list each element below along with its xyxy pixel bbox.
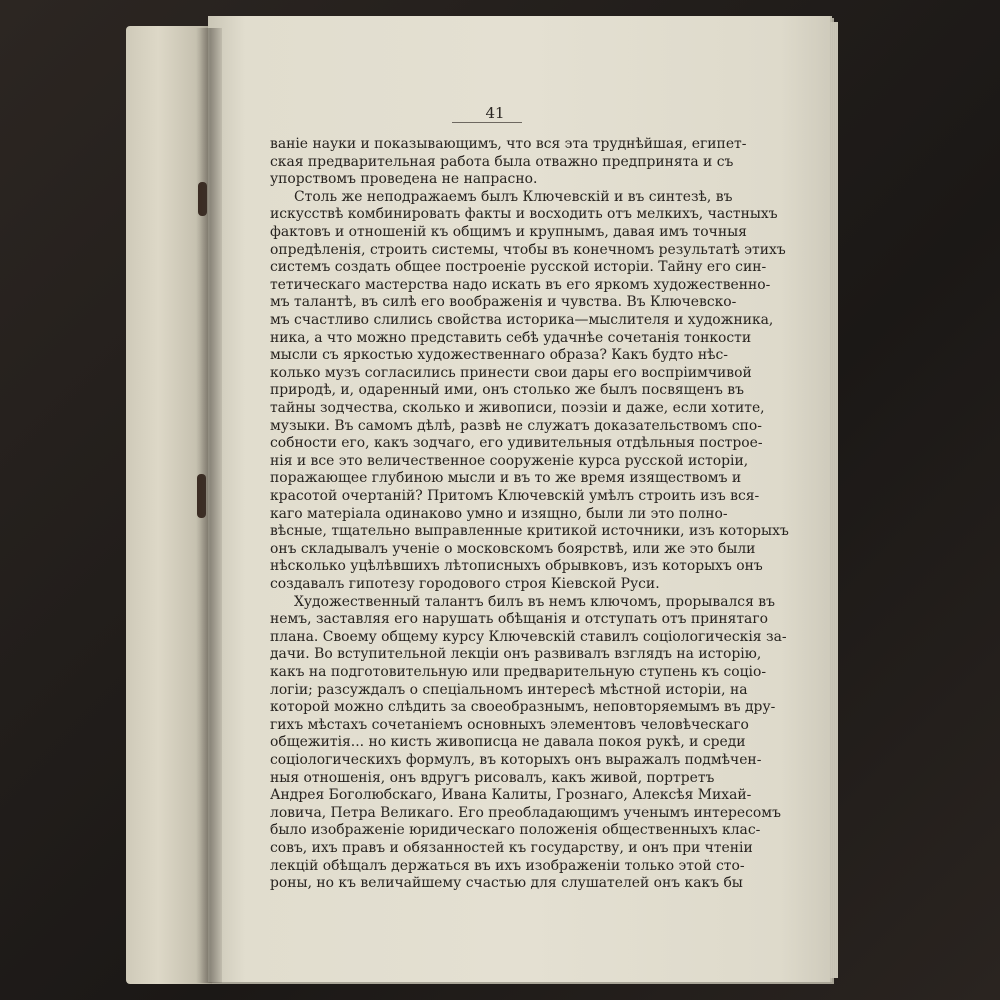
text-line: мысли съ яркостью художественнаго образа? Какъ будто нѣс- xyxy=(270,347,728,364)
page-edge xyxy=(830,22,838,978)
text-line: ская предварительная работа была отважно предпринята и съ xyxy=(270,153,734,170)
text-line: каго матерiала одинаково умно и изящно, были ли это полно- xyxy=(270,505,728,522)
text-line: мъ талантѣ, въ силѣ его воображенiя и чувства. Въ Ключевско- xyxy=(270,294,737,311)
text-line: собности его, какъ зодчаго, его удивительныя отдѣльныя построе- xyxy=(270,435,763,452)
text-line: тетическаго мастерства надо искать въ его яркомъ художественно- xyxy=(270,276,771,293)
text-line: искусствѣ комбинировать факты и восходить отъ мелкихъ, частныхъ xyxy=(270,206,778,223)
text-line: опредѣленiя, строить системы, чтобы въ конечномъ результатѣ этихъ xyxy=(270,241,786,258)
text-line: нiя и все это величественное сооруженiе курса русской исторiи, xyxy=(270,452,749,469)
page-number: 41 xyxy=(485,104,505,122)
text-line: ванiе науки и показывающимъ, что вся эта труднѣйшая, египет- xyxy=(270,136,747,152)
text-line: совъ, ихъ правъ и обязанностей къ государству, и онъ при чтенiи xyxy=(270,840,753,856)
text-line: Столь же неподражаемъ былъ Ключевскiй и въ синтезѣ, въ xyxy=(294,188,733,205)
text-line: Художественный талантъ билъ въ немъ ключомъ, прорывался въ xyxy=(294,593,775,610)
text-line: вѣсные, тщательно выправленные критикой источники, изъ которыхъ xyxy=(270,523,789,540)
text-line: ника, а что можно представить себѣ удачнѣе сочетанiя тонкости xyxy=(270,329,752,346)
text-line: онъ складывалъ ученiе о московскомъ боярствѣ, или же это были xyxy=(270,540,756,557)
text-line: упорствомъ проведена не напрасно. xyxy=(270,171,538,188)
text-line: красотой очертанiй? Притомъ Ключевскiй умѣлъ строить изъ вся- xyxy=(270,488,760,504)
text-line: природѣ, и, одаренный ими, онъ столько же былъ посвященъ въ xyxy=(270,382,744,399)
text-line: гихъ мѣстахъ сочетанiемъ основныхъ элементовъ человѣческаго xyxy=(270,716,749,733)
text-line: поражающее глубиною мысли и въ то же время изяществомъ и xyxy=(270,470,742,487)
text-line: роны, но къ величайшему счастью для слушателей онъ какъ бы xyxy=(270,875,743,892)
text-line: музыки. Въ самомъ дѣлѣ, развѣ не служатъ доказательствомъ спо- xyxy=(270,417,762,434)
text-line: Андрея Боголюбскаго, Ивана Калиты, Грознаго, Алексѣя Михай- xyxy=(270,787,752,804)
text-line: общежитiя... но кисть живописца не давала покоя рукѣ, и среди xyxy=(270,734,746,751)
text-line: логiи; разсуждалъ о спецiальномъ интересѣ мѣстной исторiи, на xyxy=(270,681,748,698)
text-line: тайны зодчества, сколько и живописи, поэзiи и даже, если хотите, xyxy=(270,400,765,416)
text-line: системъ создать общее построенiе русской исторiи. Тайну его син- xyxy=(270,259,767,276)
text-line: плана. Своему общему курсу Ключевскiй ставилъ соцiологическiя за- xyxy=(270,628,787,645)
text-line: ловича, Петра Великаго. Его преобладающимъ ученымъ интересомъ xyxy=(270,804,781,821)
text-line: фактовъ и отношенiй къ общимъ и крупнымъ, давая имъ точныя xyxy=(270,224,747,240)
text-line: которой можно слѣдить за своеобразнымъ, неповторяемымъ въ дру- xyxy=(270,699,776,716)
text-line: нѣсколько уцѣлѣвшихъ лѣтописныхъ обрывковъ, изъ которыхъ онъ xyxy=(270,558,763,575)
page-number-rule xyxy=(452,122,522,123)
text-line: дачи. Во вступительной лекцiи онъ развивалъ взглядъ на исторiю, xyxy=(270,646,762,663)
text-line: было изображенiе юридическаго положенiя общественныхъ клас- xyxy=(270,822,761,839)
text-line: колько музъ согласились принести свои дары его воспрiимчивой xyxy=(270,364,752,381)
text-line: создавалъ гипотезу городового строя Кiевской Руси. xyxy=(270,576,660,592)
text-line: ныя отношенiя, онъ вдругъ рисовалъ, какъ живой, портретъ xyxy=(270,769,715,786)
text-line: какъ на подготовительную или предварительную ступень къ соцiо- xyxy=(270,664,767,680)
text-line: лекцiй обѣщалъ держаться въ ихъ изображенiи только этой сто- xyxy=(270,857,745,874)
text-line: мъ счастливо слились свойства историка—мыслителя и художника, xyxy=(270,312,774,328)
text-line: немъ, заставляя его нарушать обѣщанiя и отступать отъ принятаго xyxy=(270,611,768,628)
book-gutter xyxy=(196,28,222,983)
text-line: соцiологическихъ формулъ, въ которыхъ онъ выражалъ подмѣчен- xyxy=(270,752,762,768)
